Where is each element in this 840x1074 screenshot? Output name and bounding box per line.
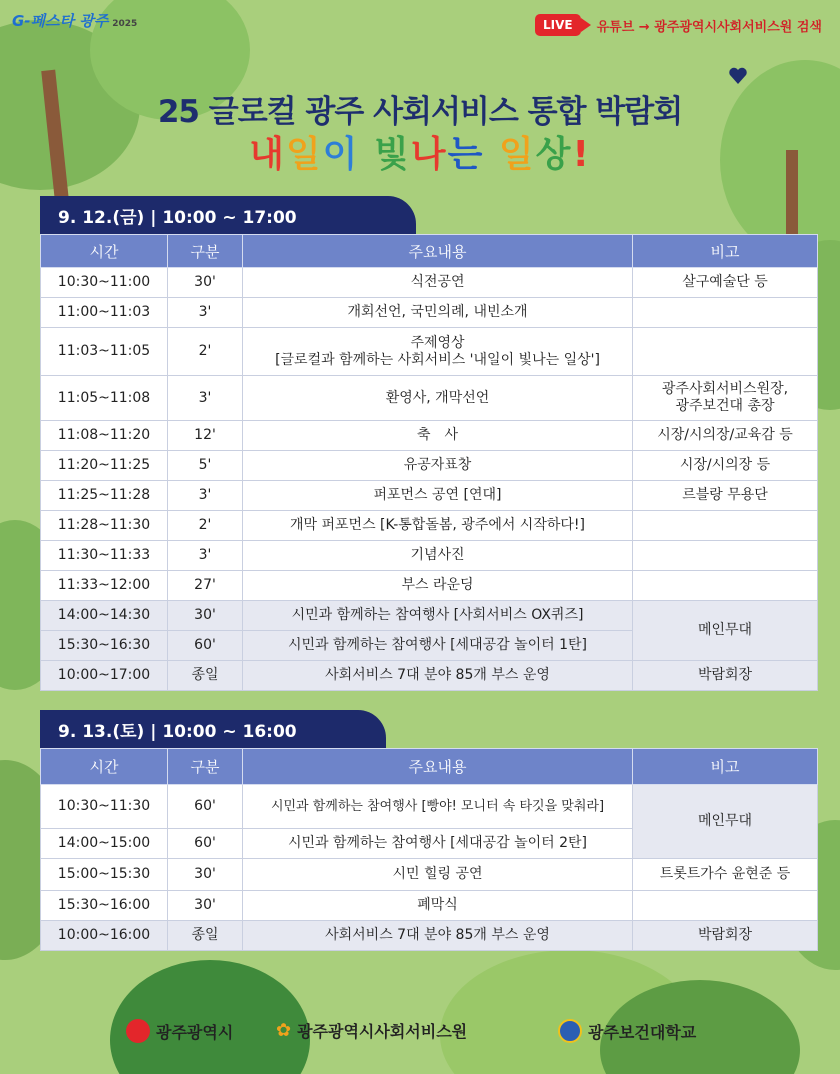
cell-note	[633, 298, 818, 328]
table-header-row	[41, 749, 818, 785]
cell-note	[633, 891, 818, 921]
cell-note: 박람회장	[633, 921, 818, 951]
content-line2: [글로컬과 함께하는 사회서비스 '내일이 빛나는 일상']	[275, 351, 600, 368]
social-service-text: 광주광역시사회서비스원	[297, 1022, 468, 1041]
table-row	[41, 268, 818, 298]
table-row	[41, 376, 818, 421]
cell-div: 27'	[168, 571, 243, 601]
live-badge: LIVE	[535, 14, 581, 36]
cell-div: 3'	[168, 298, 243, 328]
health-univ-text: 광주보건대학교	[588, 1022, 697, 1042]
col-note: 비고	[633, 235, 818, 268]
cell-time: 11:00~11:03	[41, 298, 168, 328]
cell-time: 11:28~11:30	[41, 511, 168, 541]
gwangju-city-text: 광주광역시	[156, 1022, 234, 1042]
day2-table	[40, 748, 818, 951]
table-row	[41, 891, 818, 921]
cell-content: 시민 힐링 공연	[243, 859, 633, 891]
cell-content: 시민과 함께하는 참여행사 [빵야! 모니터 속 타깃을 맞춰라]	[243, 785, 633, 829]
slogan-char: 상	[535, 134, 573, 175]
cell-div: 종일	[168, 661, 243, 691]
cell-div: 60'	[168, 829, 243, 859]
cell-div: 5'	[168, 451, 243, 481]
cell-content: 시민과 함께하는 참여행사 [사회서비스 OX퀴즈]	[243, 601, 633, 631]
cell-div: 30'	[168, 268, 243, 298]
youtube-live-banner	[535, 14, 822, 36]
col-time: 시간	[41, 235, 168, 268]
col-time: 시간	[41, 749, 168, 785]
cell-content: 개막 퍼포먼스 [K-통합돌봄, 광주에서 시작하다!]	[243, 511, 633, 541]
cell-div: 3'	[168, 481, 243, 511]
cell-content: 기념사진	[243, 541, 633, 571]
cell-time: 11:30~11:33	[41, 541, 168, 571]
table-row	[41, 921, 818, 951]
table-row	[41, 328, 818, 376]
cell-note	[633, 511, 818, 541]
slogan-char	[359, 134, 374, 175]
cell-content: 시민과 함께하는 참여행사 [세대공감 놀이터 2탄]	[243, 829, 633, 859]
day2-schedule	[40, 710, 817, 951]
slogan-char	[484, 134, 499, 175]
table-row	[41, 298, 818, 328]
cell-note: 시장/시의장 등	[633, 451, 818, 481]
festa-logo-year: 2025	[112, 19, 138, 29]
cell-time: 11:20~11:25	[41, 451, 168, 481]
cell-time: 15:30~16:00	[41, 891, 168, 921]
cell-time: 11:25~11:28	[41, 481, 168, 511]
slogan-char: 나	[410, 134, 448, 175]
cell-time: 15:00~15:30	[41, 859, 168, 891]
cell-content: 환영사, 개막선언	[243, 376, 633, 421]
cell-div: 30'	[168, 601, 243, 631]
slogan-char: 이	[322, 134, 360, 175]
slogan-char: !	[572, 134, 591, 175]
col-division: 구분	[168, 235, 243, 268]
health-univ-logo	[558, 1019, 696, 1043]
day1-table	[40, 234, 818, 691]
cell-note	[633, 376, 818, 421]
table-row	[41, 421, 818, 451]
cell-div: 3'	[168, 376, 243, 421]
cell-content: 사회서비스 7대 분야 85개 부스 운영	[243, 661, 633, 691]
table-row	[41, 661, 818, 691]
cell-note	[633, 571, 818, 601]
cell-note	[633, 541, 818, 571]
cell-time: 11:08~11:20	[41, 421, 168, 451]
cell-content: 부스 라운딩	[243, 571, 633, 601]
social-service-icon: ✿	[276, 1020, 292, 1041]
cell-div: 3'	[168, 541, 243, 571]
cell-time: 14:00~14:30	[41, 601, 168, 631]
slogan-char: 내	[249, 134, 286, 175]
cell-note	[633, 328, 818, 376]
table-row	[41, 601, 818, 631]
day2-tab: 9. 13.(토) | 10:00 ~ 16:00	[40, 710, 386, 748]
cell-time: 10:00~17:00	[41, 661, 168, 691]
youtube-search-text: 유튜브 → 광주광역시사회서비스원 검색	[596, 19, 822, 35]
cell-time: 11:05~11:08	[41, 376, 168, 421]
content-line1: 주제영상	[410, 334, 465, 351]
slogan-title	[0, 126, 840, 177]
cell-content: 축 사	[243, 421, 633, 451]
cell-div: 2'	[168, 511, 243, 541]
festa-logo	[12, 10, 137, 31]
cell-content	[243, 328, 633, 376]
col-division: 구분	[168, 749, 243, 785]
cell-content: 퍼포먼스 공연 [연대]	[243, 481, 633, 511]
social-service-logo	[276, 1019, 467, 1042]
cell-note: 시장/시의장/교육감 등	[633, 421, 818, 451]
festa-logo-text: G-페스타 광주	[12, 12, 109, 30]
table-row	[41, 785, 818, 829]
cell-time: 15:30~16:30	[41, 631, 168, 661]
cell-time: 10:30~11:00	[41, 268, 168, 298]
day1-tab: 9. 12.(금) | 10:00 ~ 17:00	[40, 196, 416, 234]
main-title: 25 글로컬 광주 사회서비스 통합 박람회	[157, 94, 683, 130]
cell-content: 유공자표창	[243, 451, 633, 481]
note-line1: 광주사회서비스원장,	[661, 381, 789, 397]
table-row	[41, 571, 818, 601]
cell-div: 종일	[168, 921, 243, 951]
cell-content: 사회서비스 7대 분야 85개 부스 운영	[243, 921, 633, 951]
col-content: 주요내용	[243, 749, 633, 785]
day1-schedule	[40, 196, 817, 691]
slogan-char: 빛	[374, 134, 411, 175]
note-line2: 광주보건대 총장	[675, 398, 775, 414]
gwangju-city-icon	[126, 1019, 150, 1043]
cell-div: 30'	[168, 891, 243, 921]
cell-div: 60'	[168, 785, 243, 829]
cell-content: 시민과 함께하는 참여행사 [세대공감 놀이터 1탄]	[243, 631, 633, 661]
cell-note: 트롯트가수 윤현준 등	[633, 859, 818, 891]
cell-note: 살구예술단 등	[633, 268, 818, 298]
health-univ-icon	[558, 1019, 582, 1043]
slogan-char: 일	[498, 134, 536, 175]
heart-icon	[728, 66, 748, 86]
col-note: 비고	[633, 749, 818, 785]
gwangju-city-logo	[126, 1019, 233, 1043]
footer-logos	[0, 1005, 840, 1055]
slogan-char: 는	[447, 134, 485, 175]
cell-div: 60'	[168, 631, 243, 661]
table-row	[41, 481, 818, 511]
cell-time: 11:33~12:00	[41, 571, 168, 601]
cell-div: 12'	[168, 421, 243, 451]
cell-time: 14:00~15:00	[41, 829, 168, 859]
cell-div: 30'	[168, 859, 243, 891]
table-row	[41, 859, 818, 891]
cell-time: 11:03~11:05	[41, 328, 168, 376]
col-content: 주요내용	[243, 235, 633, 268]
table-row	[41, 451, 818, 481]
cell-content: 식전공연	[243, 268, 633, 298]
cell-note-merged: 메인무대	[633, 785, 818, 859]
cell-time: 10:30~11:30	[41, 785, 168, 829]
table-row	[41, 541, 818, 571]
cell-note-merged: 메인무대	[633, 601, 818, 661]
cell-time: 10:00~16:00	[41, 921, 168, 951]
cell-note: 박람회장	[633, 661, 818, 691]
slogan-char: 일	[285, 134, 323, 175]
cell-div: 2'	[168, 328, 243, 376]
cell-note: 르블랑 무용단	[633, 481, 818, 511]
table-row	[41, 511, 818, 541]
cell-content: 폐막식	[243, 891, 633, 921]
table-header-row	[41, 235, 818, 268]
cell-content: 개회선언, 국민의례, 내빈소개	[243, 298, 633, 328]
